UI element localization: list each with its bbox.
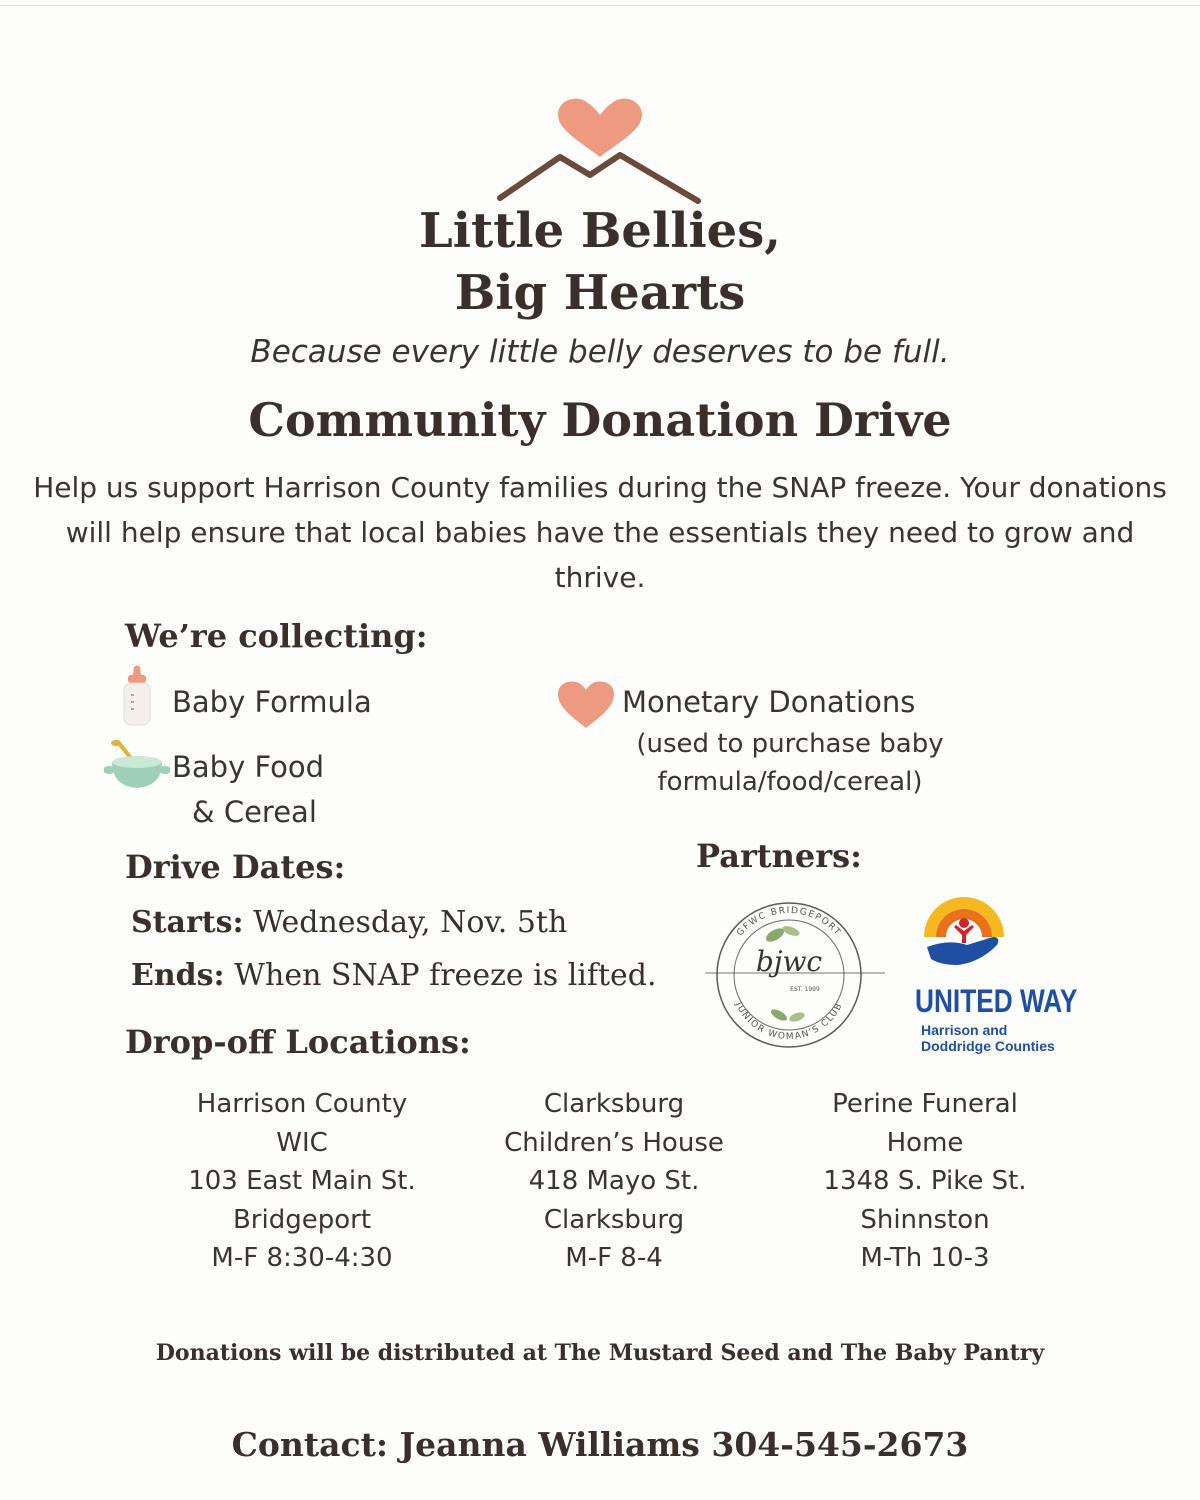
location-name-line-2: Home [886,1127,964,1158]
collecting-heading: We’re collecting: [125,617,428,655]
location-city: Bridgeport [232,1204,372,1235]
heart-icon [558,99,642,157]
title-line-2: Big Hearts [454,265,746,321]
tagline: Because every little belly deserves to be full. [250,334,950,370]
location-name-line-1: Perine Funeral [832,1089,1018,1119]
partners-heading: Partners: [696,837,862,875]
contact-line: Contact: Jeanna Williams 304-545-2673 [231,1425,969,1464]
heart-icon [556,680,616,730]
title-line-1: Little Bellies, [419,203,781,259]
starts-line [131,905,567,940]
location-hours: M-F 8:30-4:30 [211,1243,393,1273]
location-name-line-2: WIC [276,1127,328,1158]
monetary-donations-label: Monetary Donations [622,685,916,719]
baby-food-label: Baby Food [172,750,324,784]
location-city: Shinnston [860,1204,990,1235]
united-way-sub-line-1: Harrison and [921,1022,1008,1038]
heart-mountain-logo [490,95,710,215]
gfwc-est-text: EST. 1999 [790,986,820,993]
monetary-donations-note [600,725,980,801]
gfwc-center-text: bjwc [755,945,823,978]
dropoff-location [775,1085,1075,1278]
mountain-icon [500,155,698,201]
cereal-label: & Cereal [192,795,317,829]
distribution-note: Donations will be distributed at The Mustard Seed and The Baby Pantry [155,1340,1045,1366]
location-name-line-1: Harrison County [196,1089,408,1119]
location-city: Clarksburg [543,1204,685,1235]
location-hours: M-F 8-4 [565,1243,663,1273]
location-address: 1348 S. Pike St. [823,1166,1027,1196]
united-way-emblem-icon [919,893,1009,979]
ends-line [131,958,657,993]
starts-label: Starts: [131,905,244,940]
gfwc-ring-bottom-text: JUNIOR WOMAN'S CLUB [732,1000,846,1043]
top-divider [0,5,1200,6]
location-address: 103 East Main St. [188,1166,416,1196]
page-title [0,200,1200,324]
baby-bottle-icon [120,665,154,729]
baby-formula-label: Baby Formula [172,685,372,719]
location-hours: M-Th 10-3 [860,1243,990,1273]
food-bowl-icon [104,740,170,792]
location-name-line-2: Children’s House [504,1127,724,1158]
monetary-note-line-2: formula/food/cereal) [657,767,923,797]
united-way-sub-line-2: Doddridge Counties [921,1038,1055,1054]
starts-value: Wednesday, Nov. 5th [243,905,568,940]
monetary-note-line-1: (used to purchase baby [636,729,944,759]
ends-value: When SNAP freeze is lifted. [224,958,657,993]
location-name-line-1: Clarksburg [543,1089,685,1119]
dropoff-location [152,1085,452,1278]
dropoff-location [464,1085,764,1278]
united-way-logo [915,893,1078,1063]
united-way-subtitle [921,1022,1081,1054]
gfwc-bridgeport-logo [705,895,885,1055]
gfwc-ring-top-text: GFWC BRIDGEPORT [735,905,843,939]
ends-label: Ends: [131,958,225,993]
drive-dates-heading: Drive Dates: [125,848,346,886]
dropoff-heading: Drop-off Locations: [125,1023,471,1061]
drive-heading: Community Donation Drive [248,393,952,447]
united-way-name: UNITED WAY [915,983,1078,1019]
intro-paragraph: Help us support Harrison County families during the SNAP freeze. Your donations will help ensure that local babies have the essentials they need to grow and thrive. [33,471,1167,594]
location-address: 418 Mayo St. [528,1166,700,1196]
